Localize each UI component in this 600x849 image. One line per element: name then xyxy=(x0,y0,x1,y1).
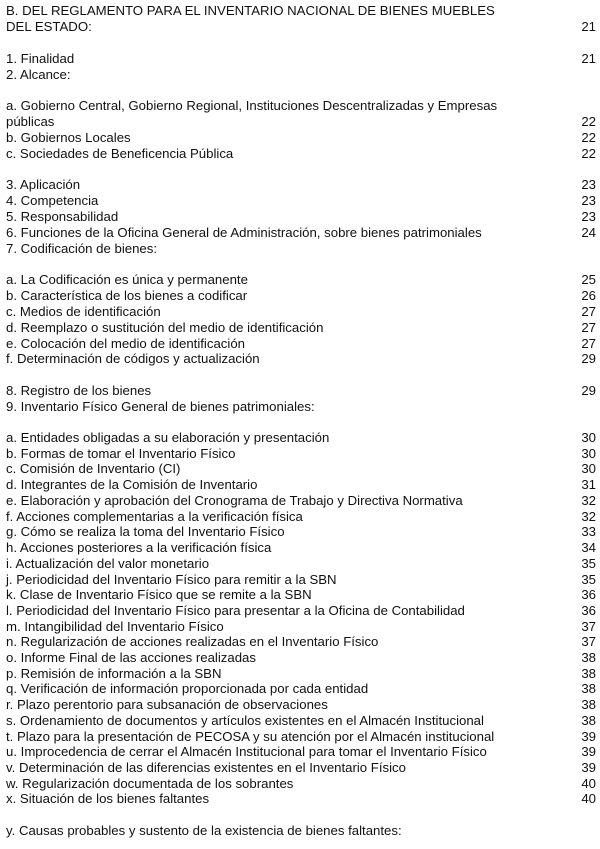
toc-entry-page: 37 xyxy=(581,619,596,634)
toc-entry-page: 22 xyxy=(581,114,596,129)
toc-entry-page: 39 xyxy=(581,729,596,744)
toc-entry-page: 26 xyxy=(581,288,596,303)
toc-entry-title: s. Ordenamiento de documentos y artículos existentes en el Almacén Institucional xyxy=(6,713,484,728)
toc-entry-title: n. Regularización de acciones realizadas en el Inventario Físico xyxy=(6,634,379,649)
toc-entry-page: 39 xyxy=(581,744,596,759)
toc-entry-title: 3. Aplicación xyxy=(6,177,81,192)
toc-entry-page: 35 xyxy=(581,572,596,587)
toc-entry-title: d. Integrantes de la Comisión de Inventario xyxy=(6,477,258,492)
toc-entry-title: l. Periodicidad del Inventario Físico para presentar a la Oficina de Contabilidad xyxy=(6,603,465,618)
toc-entry-title: u. Improcedencia de cerrar el Almacén Institucional para tomar el Inventario Físico xyxy=(6,744,487,759)
toc-entry-page: 23 xyxy=(581,193,596,208)
toc-entry-page: 33 xyxy=(581,524,596,539)
toc-entry-page: 38 xyxy=(581,650,596,665)
toc-entry-title: w. Regularización documentada de los sobrantes xyxy=(6,776,294,791)
toc-entry-page: 40 xyxy=(581,791,596,806)
toc-entry-title: r. Plazo perentorio para subsanación de observaciones xyxy=(6,697,328,712)
toc-entry-title: v. Determinación de las diferencias existentes en el Inventario Físico xyxy=(6,760,406,775)
toc-entry-page: 34 xyxy=(581,540,596,555)
toc-entry-title: a. Entidades obligadas a su elaboración y presentación xyxy=(6,430,330,445)
toc-entry-title: i. Actualización del valor monetario xyxy=(6,556,210,571)
toc-entry-title: d. Reemplazo o sustitución del medio de identificación xyxy=(6,320,324,335)
toc-entry-title: 9. Inventario Físico General de bienes patrimoniales: xyxy=(6,399,315,414)
toc-entry-title: b. Característica de los bienes a codificar xyxy=(6,288,248,303)
toc-entry-page: 40 xyxy=(581,776,596,791)
toc-entry-title: j. Periodicidad del Inventario Físico para remitir a la SBN xyxy=(6,572,337,587)
toc-entry-title: t. Plazo para la presentación de PECOSA y su atención por el Almacén institucional xyxy=(6,729,495,744)
toc-entry-title: e. Elaboración y aprobación del Cronograma de Trabajo y Directiva Normativa xyxy=(6,493,463,508)
toc-entry-page: 31 xyxy=(581,477,596,492)
toc-entry-page: 27 xyxy=(581,304,596,319)
toc-entry-page: 25 xyxy=(581,272,596,287)
toc-entry-page: 30 xyxy=(581,461,596,476)
toc-entry-title: b. Gobiernos Locales xyxy=(6,130,131,145)
toc-entry-page: 29 xyxy=(581,351,596,366)
toc-entry-page: 30 xyxy=(581,430,596,445)
toc-entry-title: 1. Finalidad xyxy=(6,51,75,66)
toc-entry-page: 36 xyxy=(581,603,596,618)
toc-entry-page: 23 xyxy=(581,209,596,224)
toc-entry-page: 37 xyxy=(581,634,596,649)
toc-entry-title: f. Acciones complementarias a la verificación física xyxy=(6,509,303,524)
toc-entry-page: 32 xyxy=(581,509,596,524)
toc-entry-title: f. Determinación de códigos y actualización xyxy=(6,351,260,366)
toc-entry-title: 8. Registro de los bienes xyxy=(6,383,152,398)
toc-entry-page: 27 xyxy=(581,336,596,351)
toc-entry-page: 35 xyxy=(581,556,596,571)
toc-entry-title: a. La Codificación es única y permanente xyxy=(6,272,248,287)
toc-entry-title: públicas xyxy=(6,114,55,129)
toc-entry-page: 22 xyxy=(581,130,596,145)
toc-entry-title: 2. Alcance: xyxy=(6,67,71,82)
toc-entry-page: 32 xyxy=(581,493,596,508)
toc-entry-page: 38 xyxy=(581,681,596,696)
toc-entry-title: 4. Competencia xyxy=(6,193,99,208)
toc-entry-page: 36 xyxy=(581,587,596,602)
toc-entry-title: m. Intangibilidad del Inventario Físico xyxy=(6,619,224,634)
toc-entry-page: 39 xyxy=(581,760,596,775)
toc-entry-page: 38 xyxy=(581,697,596,712)
toc-entry-title: a. Gobierno Central, Gobierno Regional, Instituciones Descentralizadas y Empresas xyxy=(6,98,498,113)
toc-entry-page: 38 xyxy=(581,713,596,728)
toc-entry-title: h. Acciones posteriores a la verificación física xyxy=(6,540,272,555)
toc-entry-title: c. Medios de identificación xyxy=(6,304,161,319)
toc-entry-title: b. Formas de tomar el Inventario Físico xyxy=(6,446,236,461)
toc-entry-title: 7. Codificación de bienes: xyxy=(6,241,158,256)
toc-entry-title: c. Sociedades de Beneficencia Pública xyxy=(6,146,234,161)
toc-entry-title: e. Colocación del medio de identificación xyxy=(6,336,245,351)
toc-entry-page: 22 xyxy=(581,146,596,161)
section-heading-page: 21 xyxy=(581,19,596,34)
toc-entry-title: x. Situación de los bienes faltantes xyxy=(6,791,210,806)
section-heading-line1: B. DEL REGLAMENTO PARA EL INVENTARIO NACIONAL DE BIENES MUEBLES xyxy=(6,3,495,18)
toc-entry-page: 30 xyxy=(581,446,596,461)
toc-entry-page: 24 xyxy=(581,225,596,240)
toc-entry-title: 6. Funciones de la Oficina General de Administración, sobre bienes patrimoniales xyxy=(6,225,482,240)
toc-entry-title: o. Informe Final de las acciones realizadas xyxy=(6,650,256,665)
toc-entry-title: c. Comisión de Inventario (CI) xyxy=(6,461,181,476)
section-heading-line2: DEL ESTADO: xyxy=(6,19,92,34)
toc-entry-title: 5. Responsabilidad xyxy=(6,209,119,224)
toc-entry-page: 21 xyxy=(581,51,596,66)
toc-entry-page: 23 xyxy=(581,177,596,192)
toc-entry-title: q. Verificación de información proporcionada por cada entidad xyxy=(6,681,369,696)
toc-entry-title: p. Remisión de información a la SBN xyxy=(6,666,222,681)
toc-entry-title: k. Clase de Inventario Físico que se remite a la SBN xyxy=(6,587,312,602)
toc-entry-title: g. Cómo se realiza la toma del Inventario Físico xyxy=(6,524,285,539)
toc-entry-title: y. Causas probables y sustento de la existencia de bienes faltantes: xyxy=(6,823,402,838)
toc-entry-page: 27 xyxy=(581,320,596,335)
toc-entry-page: 29 xyxy=(581,383,596,398)
toc-entry-page: 38 xyxy=(581,666,596,681)
